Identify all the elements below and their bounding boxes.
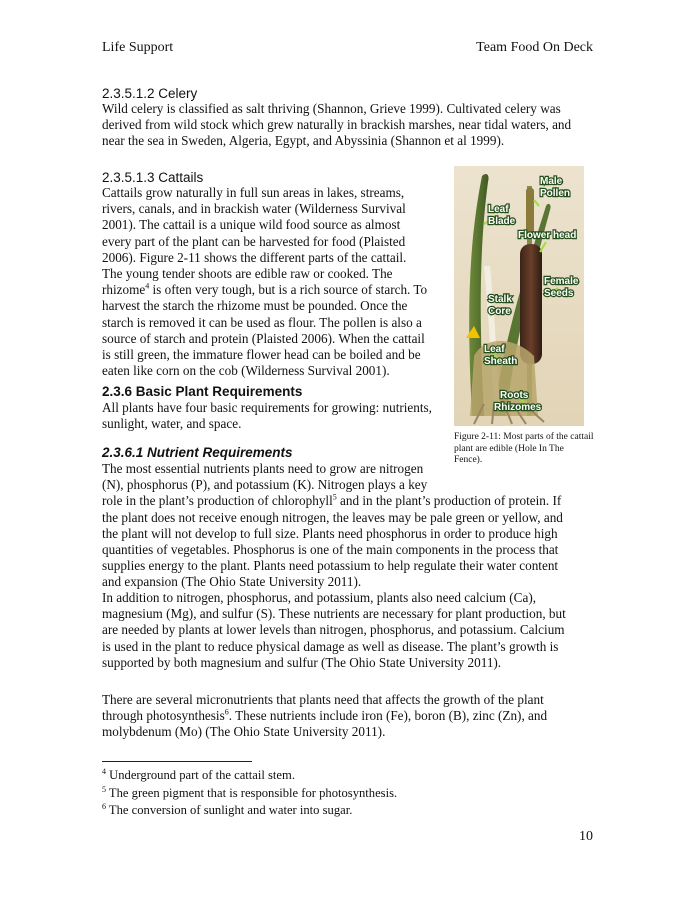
text-fragment: and in the plant’s production of protein. If <box>336 493 562 509</box>
text-line: eaten like corn on the cob (Wilderness Survival 2001). <box>102 363 390 379</box>
text-line: are needed by plants at lower levels than nitrogen, phosphorus, and potassium. Calcium <box>102 622 565 638</box>
text-line: every part of the plant can be harvested for food (Plaisted <box>102 233 406 249</box>
text-line: supported by both magnesium and sulfur (The Ohio State University 2011). <box>102 654 502 670</box>
heading-celery: 2.3.5.1.2 Celery <box>102 86 198 101</box>
text-line: The most essential nutrients plants need to grow are nitrogen <box>102 461 424 476</box>
paragraph-basic-requirements <box>102 400 432 432</box>
paragraph-celery <box>102 101 571 150</box>
footnote-6 <box>102 803 352 818</box>
footnote-ref-6: 6 <box>224 707 229 717</box>
cattail-illustration <box>454 166 584 426</box>
running-header-left: Life Support <box>102 40 174 55</box>
footnote-text: The green pigment that is responsible for photosynthesis. <box>106 786 398 800</box>
text-line: The young tender shoots are edible raw or cooked. The <box>102 266 393 282</box>
label-male-pollen-2: Pollen <box>540 188 571 199</box>
cattail-figure <box>454 166 584 426</box>
label-stalk-core-2: Core <box>488 306 511 317</box>
text-fragment: is often very tough, but is a rich source of starch. To <box>149 282 428 298</box>
text-line: derived from wild stock which grew naturally in brackish marshes, near tidal waters, and <box>102 117 572 133</box>
label-female-seeds-2: Seeds <box>544 288 574 299</box>
paragraph-cattails <box>102 185 427 379</box>
label-leaf-blade-1: Leaf <box>488 204 509 215</box>
text-line: magnesium (Mg), and sulfur (S). These nutrients are necessary for plant production, but <box>102 606 566 622</box>
paragraph-micronutrients <box>102 692 547 741</box>
footnote-text: The conversion of sunlight and water into sugar. <box>106 803 353 817</box>
label-roots-2: Rhizomes <box>494 402 542 413</box>
footnote-divider <box>102 761 252 762</box>
text-line: quantities of vegetables. Phosphorus is one of the main components in the process that <box>102 542 559 558</box>
footnote-number: 6 <box>102 801 106 811</box>
label-roots-1: Roots <box>500 390 529 401</box>
text-fragment: role in the plant’s production of chlorophyll <box>102 493 333 509</box>
text-line: There are several micronutrients that plants need that affects the growth of the plant <box>102 692 544 707</box>
text-line: is still green, the immature flower head can be boiled and be <box>102 347 421 363</box>
text-line <box>102 493 563 509</box>
footnote-text: Underground part of the cattail stem. <box>106 768 295 782</box>
text-fragment: . These nutrients include iron (Fe), boron (B), zinc (Zn), and <box>228 708 548 724</box>
running-header-right: Team Food On Deck <box>476 40 593 55</box>
heading-cattails: 2.3.5.1.3 Cattails <box>102 170 204 185</box>
text-line: 2006). Figure 2-11 shows the different parts of the cattail. <box>102 249 407 265</box>
footnote-5 <box>102 786 397 801</box>
text-line <box>102 282 427 298</box>
text-line: supplies energy to the plant. Plants need potassium to help regulate their water content <box>102 558 559 574</box>
text-line: Wild celery is classified as salt thriving (Shannon, Grieve 1999). Cultivated celery was <box>102 101 561 116</box>
text-line: In addition to nitrogen, phosphorus, and potassium, plants also need calcium (Ca), <box>102 590 537 605</box>
text-line: source of starch and protein (Plaisted 2006). When the cattail <box>102 330 425 346</box>
text-line: rivers, canals, and in brackish water (Wilderness Survival <box>102 201 406 217</box>
label-leaf-sheath-2: Sheath <box>484 356 518 367</box>
text-line: Cattails grow naturally in full sun areas in lakes, streams, <box>102 185 405 200</box>
text-line <box>102 708 547 724</box>
paragraph-secondary-nutrients <box>102 590 566 671</box>
footnote-ref-4: 4 <box>145 281 150 291</box>
footnote-ref-5: 5 <box>332 493 337 503</box>
label-stalk-core-1: Stalk <box>488 294 512 305</box>
text-line: harvest the starch the rhizome must be pounded. Once the <box>102 298 408 314</box>
text-line: the plant does not receive enough nitrogen, the leaves may be pale green or yellow, and <box>102 509 563 525</box>
label-leaf-blade-2: Blade <box>488 216 516 227</box>
text-line: the plant will not develop to full size. Plants need phosphorus in order to produce high <box>102 525 558 541</box>
footnote-number: 5 <box>102 784 106 794</box>
page-number: 10 <box>579 829 593 844</box>
label-leaf-sheath-1: Leaf <box>484 344 505 355</box>
text-line: 2001). The cattail is a unique wild food source as almost <box>102 217 401 233</box>
footnote-number: 4 <box>102 766 106 776</box>
text-line: near the sea in Sweden, Algeria, Egypt, and Abyssinia (Shannon et al 1999). <box>102 133 505 149</box>
label-female-seeds-1: Female <box>544 276 579 287</box>
text-line: and expansion (The Ohio State University 2011). <box>102 574 362 590</box>
label-male-pollen-1: Male <box>540 176 563 187</box>
figure-caption: Figure 2-11: Most parts of the cattail plant are edible (Hole In The Fence). <box>454 432 594 465</box>
text-line: molybdenum (Mo) (The Ohio State University 2011). <box>102 724 386 740</box>
text-fragment: through photosynthesis <box>102 708 225 724</box>
footnote-4 <box>102 768 295 783</box>
text-line: (N), phosphorus (P), and potassium (K). Nitrogen plays a key <box>102 477 428 493</box>
text-line: is used in the plant to reduce physical damage as well as disease. The plant’s growth is <box>102 638 559 654</box>
paragraph-nutrients <box>102 461 563 591</box>
heading-nutrient-requirements: 2.3.6.1 Nutrient Requirements <box>102 445 293 460</box>
label-flower-head: Flower head <box>518 230 577 241</box>
text-line: sunlight, water, and space. <box>102 416 242 432</box>
text-line: starch is removed it can be used as flour. The pollen is also a <box>102 314 422 330</box>
heading-basic-plant-requirements: 2.3.6 Basic Plant Requirements <box>102 384 303 399</box>
text-fragment: rhizome <box>102 282 146 298</box>
text-line: All plants have four basic requirements for growing: nutrients, <box>102 400 432 415</box>
